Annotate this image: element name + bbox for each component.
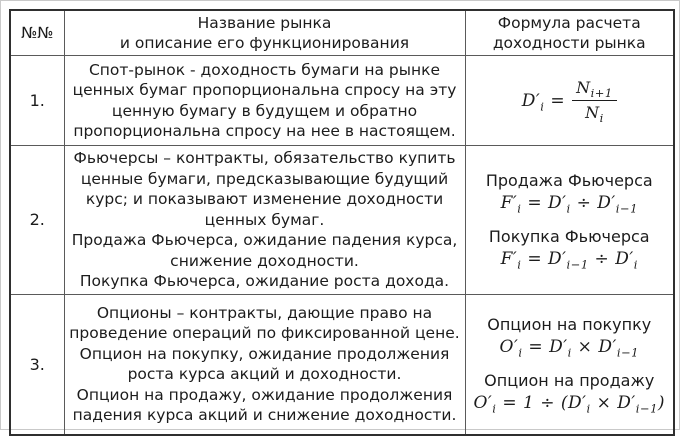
futures-sell-formula-group (469, 170, 671, 216)
spot-yield-formula (521, 78, 617, 126)
futures-formula-cell (465, 146, 674, 295)
spot-market-description (64, 56, 465, 146)
header-row (10, 10, 674, 56)
fraction-denominator: $N_i$ (585, 103, 604, 126)
table-row-futures (10, 146, 674, 295)
option-call-formula: $O'_i = D'_i \times D'_{i-1}$ (499, 337, 639, 360)
header-market-line1: Название рынка (197, 14, 332, 32)
description-paragraph: Спот-рынок - доходность бумаги на рынке ценных бумаг пропорциональна спросу на эту ценную бумагу в будущем и обратно пропорциональна спросу на нее в настоящем. (72, 60, 457, 140)
header-number-label: №№ (21, 24, 54, 42)
market-yield-table (9, 9, 675, 436)
formula-label: Покупка Фьючерса (488, 226, 650, 246)
description-paragraph: Опцион на продажу, ожидание продолжения падения курса акций и снижение доходности. (72, 385, 457, 425)
futures-buy-formula: $F'_i = D'_{i-1} \div D'_i$ (500, 248, 638, 272)
header-formula-line2: доходности рынка (492, 34, 646, 52)
header-formula-line1: Формула расчета (497, 14, 641, 32)
formula-fraction (572, 78, 617, 126)
options-formula-cell (465, 294, 674, 435)
futures-sell-formula: $F'_i = D'_i \div D'_{i-1}$ (500, 192, 638, 216)
header-formula-col (465, 10, 674, 56)
formula-label: Опцион на продажу (484, 371, 655, 391)
option-put-formula-group (469, 371, 671, 416)
futures-buy-formula-group (469, 226, 671, 272)
option-put-formula: $O'_i = 1 \div (D'_i \times D'_{i-1})$ (473, 393, 666, 416)
header-market-col (64, 10, 465, 56)
formula-label: Продажа Фьючерса (485, 170, 653, 190)
futures-market-description (64, 146, 465, 295)
description-paragraph: Покупка Фьючерса, ожидание роста дохода. (79, 272, 450, 290)
spot-formula-cell (465, 56, 674, 146)
description-paragraph: Опцион на покупку, ожидание продолжения роста курса акций и доходности. (79, 344, 450, 384)
table-row-options (10, 294, 674, 435)
header-market-line2: и описание его функционирования (119, 34, 410, 52)
formula-label: Опцион на покупку (487, 315, 652, 335)
options-market-description (64, 294, 465, 435)
row-number: 1. (10, 56, 64, 146)
table-row-spot (10, 56, 674, 146)
row-number: 2. (10, 146, 64, 295)
option-call-formula-group (469, 315, 671, 360)
header-number-col (10, 10, 64, 56)
description-paragraph: Опционы – контракты, дающие право на проведение операций по фиксированной цене. (69, 303, 460, 343)
row-number: 3. (10, 294, 64, 435)
description-paragraph: Фьючерсы – контракты, обязательство купить ценные бумаги, предсказывающие будущий курс; и показывают изменение доходности ценных бумаг. (73, 149, 456, 229)
description-paragraph: Продажа Фьючерса, ожидание падения курса, снижение доходности. (71, 231, 458, 270)
formula-lhs: $D'_i$ = (521, 90, 566, 113)
fraction-numerator: $N_{i+1}$ (572, 78, 617, 101)
